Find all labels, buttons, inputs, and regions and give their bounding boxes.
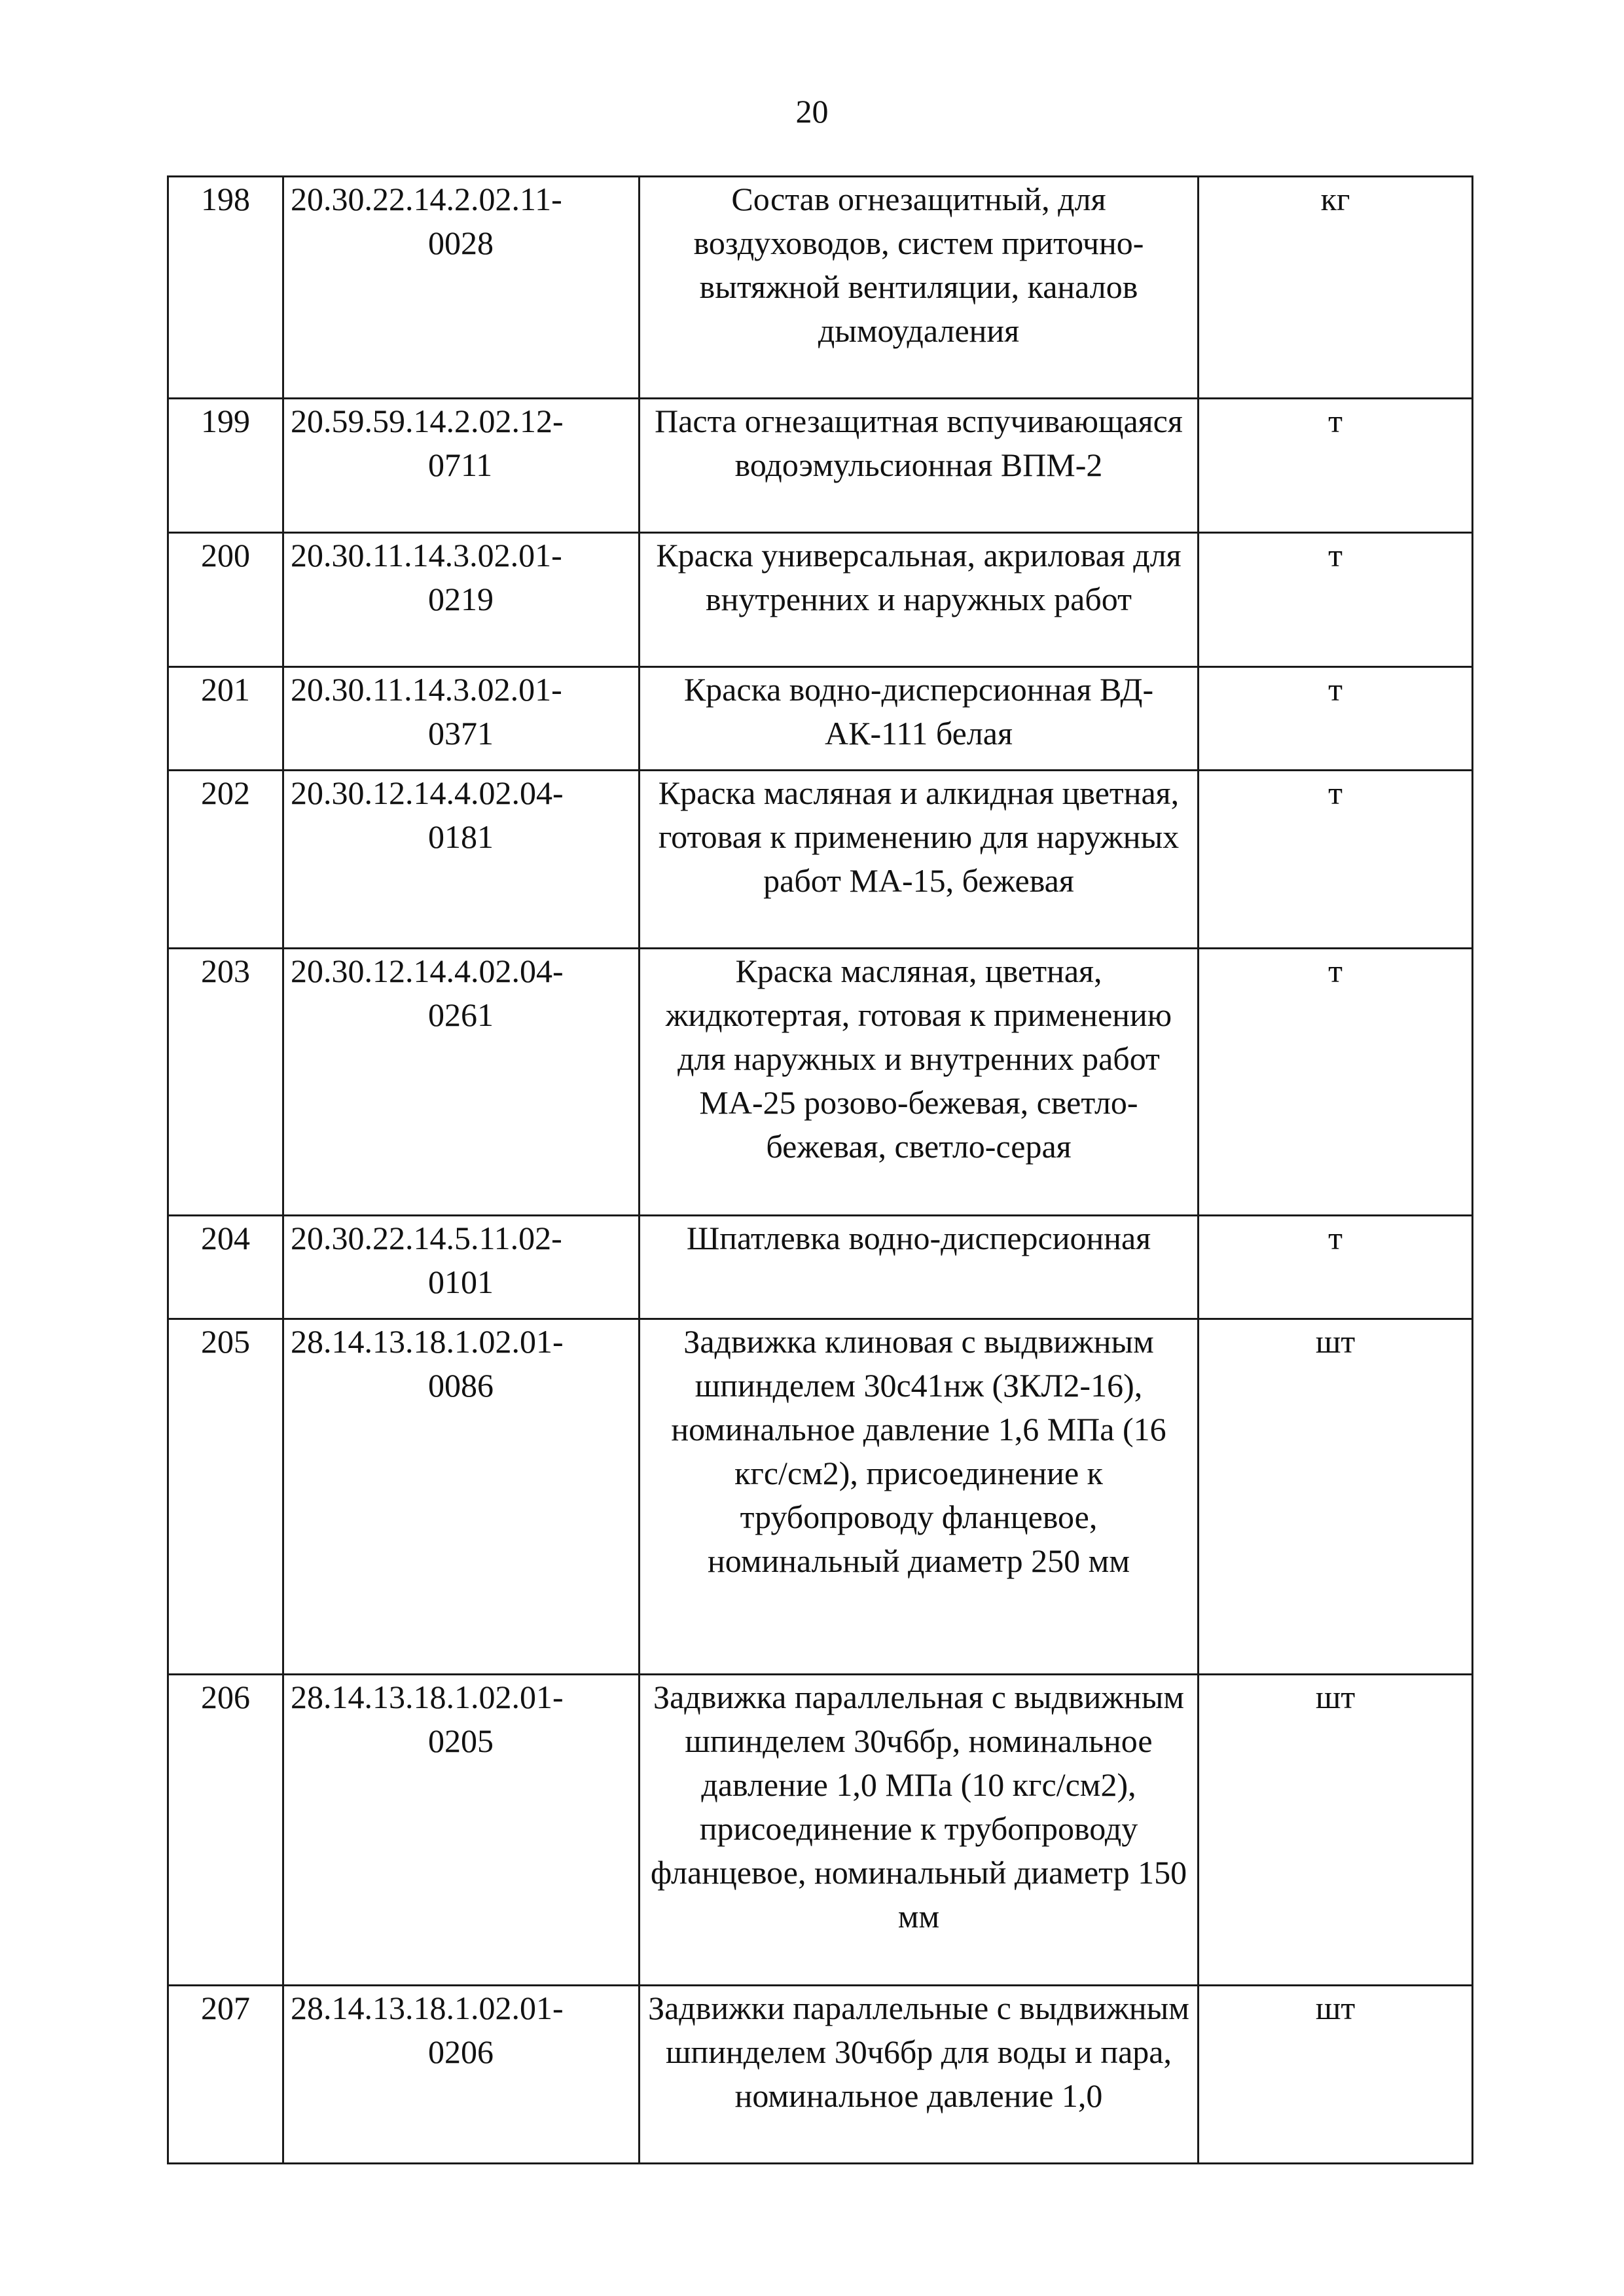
unit-of-measure: шт [1199, 1986, 1473, 2164]
unit-of-measure: т [1199, 771, 1473, 949]
unit-of-measure: т [1199, 1216, 1473, 1319]
unit-of-measure: кг [1199, 177, 1473, 399]
table-row [168, 771, 1473, 949]
table-row [168, 1319, 1473, 1675]
row-number: 201 [168, 667, 283, 771]
resource-code: 20.30.12.14.4.02.04- 0261 [283, 949, 640, 1216]
table-row [168, 1986, 1473, 2164]
row-number: 198 [168, 177, 283, 399]
table-row [168, 1216, 1473, 1319]
table-row [168, 533, 1473, 667]
resource-code: 28.14.13.18.1.02.01- 0205 [283, 1675, 640, 1986]
resource-code: 28.14.13.18.1.02.01- 0086 [283, 1319, 640, 1675]
resource-code: 20.59.59.14.2.02.12- 0711 [283, 399, 640, 533]
resource-name: Задвижка параллельная с выдвижным шпинделем 30ч6бр, номинальное давление 1,0 МПа (10 кгс/см2), присоединение к трубопроводу фланцевое, номинальный диаметр 150 мм [640, 1675, 1199, 1986]
resource-code: 20.30.22.14.2.02.11- 0028 [283, 177, 640, 399]
unit-of-measure: т [1199, 533, 1473, 667]
row-number: 206 [168, 1675, 283, 1986]
table-row [168, 667, 1473, 771]
unit-of-measure: т [1199, 949, 1473, 1216]
unit-of-measure: т [1199, 399, 1473, 533]
resource-name: Паста огнезащитная вспучивающаяся водоэмульсионная ВПМ-2 [640, 399, 1199, 533]
resource-name: Краска масляная, цветная, жидкотертая, готовая к применению для наружных и внутренних работ МА-25 розово-бежевая, светло-бежевая, светло-серая [640, 949, 1199, 1216]
row-number: 204 [168, 1216, 283, 1319]
unit-of-measure: шт [1199, 1675, 1473, 1986]
table-row [168, 399, 1473, 533]
resource-code: 28.14.13.18.1.02.01- 0206 [283, 1986, 640, 2164]
row-number: 202 [168, 771, 283, 949]
materials-table [167, 175, 1473, 2164]
resource-name: Задвижка клиновая с выдвижным шпинделем 30с41нж (ЗКЛ2-16), номинальное давление 1,6 МПа (16 кгс/см2), присоединение к трубопроводу фланцевое, номинальный диаметр 250 мм [640, 1319, 1199, 1675]
resource-name: Шпатлевка водно-дисперсионная [640, 1216, 1199, 1319]
row-number: 207 [168, 1986, 283, 2164]
row-number: 203 [168, 949, 283, 1216]
resource-name: Краска масляная и алкидная цветная, готовая к применению для наружных работ МА-15, бежевая [640, 771, 1199, 949]
resource-name: Краска водно-дисперсионная ВД-АК-111 белая [640, 667, 1199, 771]
resource-code: 20.30.12.14.4.02.04- 0181 [283, 771, 640, 949]
resource-code: 20.30.11.14.3.02.01- 0219 [283, 533, 640, 667]
resource-name: Состав огнезащитный, для воздуховодов, систем приточно-вытяжной вентиляции, каналов дымоудаления [640, 177, 1199, 399]
unit-of-measure: шт [1199, 1319, 1473, 1675]
row-number: 199 [168, 399, 283, 533]
table-row [168, 177, 1473, 399]
page-number: 20 [795, 93, 829, 130]
resource-code: 20.30.11.14.3.02.01- 0371 [283, 667, 640, 771]
table-row [168, 949, 1473, 1216]
row-number: 205 [168, 1319, 283, 1675]
row-number: 200 [168, 533, 283, 667]
resource-name: Краска универсальная, акриловая для внутренних и наружных работ [640, 533, 1199, 667]
resource-code: 20.30.22.14.5.11.02- 0101 [283, 1216, 640, 1319]
table-row [168, 1675, 1473, 1986]
resource-name: Задвижки параллельные с выдвижным шпинделем 30ч6бр для воды и пара, номинальное давление 1,0 [640, 1986, 1199, 2164]
unit-of-measure: т [1199, 667, 1473, 771]
